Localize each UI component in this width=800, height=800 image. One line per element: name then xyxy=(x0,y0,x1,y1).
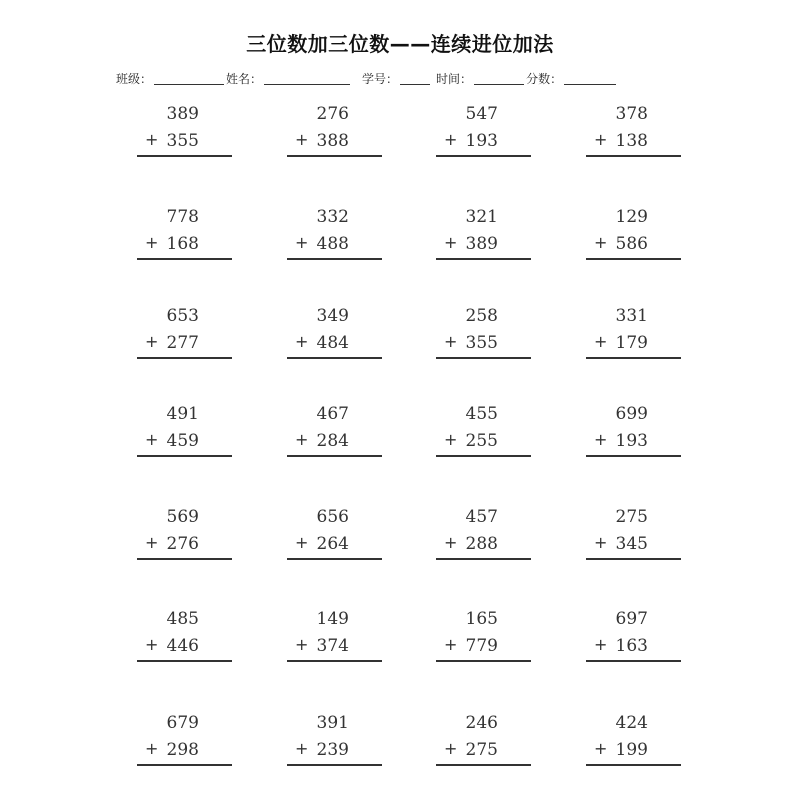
answer-line[interactable] xyxy=(287,155,382,157)
addend: 193 xyxy=(465,131,498,151)
addition-problem xyxy=(287,104,383,164)
answer-line[interactable] xyxy=(436,258,531,260)
addition-problem xyxy=(586,104,682,164)
plus-sign: + xyxy=(444,739,458,758)
plus-sign: + xyxy=(145,635,159,654)
time-blank[interactable] xyxy=(474,72,524,85)
addend: 199 xyxy=(615,740,648,760)
addend: 276 xyxy=(166,534,199,554)
answer-line[interactable] xyxy=(137,258,232,260)
answer-line[interactable] xyxy=(137,764,232,766)
addition-problem xyxy=(436,404,532,464)
answer-line[interactable] xyxy=(436,357,531,359)
class-label: 班级： xyxy=(116,72,153,86)
addition-problem xyxy=(137,306,233,366)
addend: 484 xyxy=(316,333,349,353)
answer-line[interactable] xyxy=(436,558,531,560)
plus-sign: + xyxy=(594,533,608,552)
answer-line[interactable] xyxy=(586,455,681,457)
answer-line[interactable] xyxy=(586,558,681,560)
answer-line[interactable] xyxy=(586,155,681,157)
answer-line[interactable] xyxy=(436,660,531,662)
addition-problem xyxy=(137,713,233,773)
augend: 276 xyxy=(316,104,349,124)
class-field xyxy=(116,70,226,87)
addend: 374 xyxy=(316,636,349,656)
answer-line[interactable] xyxy=(586,660,681,662)
augend: 547 xyxy=(465,104,498,124)
addend: 255 xyxy=(465,431,498,451)
augend: 656 xyxy=(316,507,349,527)
addend: 345 xyxy=(615,534,648,554)
addition-problem xyxy=(287,306,383,366)
answer-line[interactable] xyxy=(586,764,681,766)
plus-sign: + xyxy=(594,233,608,252)
plus-sign: + xyxy=(145,430,159,449)
addition-problem xyxy=(436,207,532,267)
addition-problem xyxy=(586,507,682,567)
addend: 779 xyxy=(465,636,498,656)
student-id-field xyxy=(362,70,436,87)
augend: 275 xyxy=(615,507,648,527)
addend: 264 xyxy=(316,534,349,554)
student-id-label: 学号： xyxy=(362,72,399,86)
plus-sign: + xyxy=(444,635,458,654)
augend: 391 xyxy=(316,713,349,733)
score-blank[interactable] xyxy=(564,72,616,85)
answer-line[interactable] xyxy=(287,558,382,560)
augend: 149 xyxy=(316,609,349,629)
augend: 332 xyxy=(316,207,349,227)
addend: 355 xyxy=(166,131,199,151)
plus-sign: + xyxy=(594,130,608,149)
worksheet-title: 三位数加三位数——连续进位加法 xyxy=(246,32,554,56)
name-blank[interactable] xyxy=(264,72,350,85)
plus-sign: + xyxy=(444,430,458,449)
answer-line[interactable] xyxy=(137,455,232,457)
addend: 586 xyxy=(615,234,648,254)
plus-sign: + xyxy=(444,130,458,149)
time-field xyxy=(436,70,526,87)
augend: 321 xyxy=(465,207,498,227)
addend: 138 xyxy=(615,131,648,151)
addition-problem xyxy=(586,609,682,669)
addend: 446 xyxy=(166,636,199,656)
augend: 258 xyxy=(465,306,498,326)
augend: 455 xyxy=(465,404,498,424)
addend: 389 xyxy=(465,234,498,254)
addend: 163 xyxy=(615,636,648,656)
addition-problem xyxy=(137,609,233,669)
addition-problem xyxy=(287,207,383,267)
augend: 349 xyxy=(316,306,349,326)
augend: 331 xyxy=(615,306,648,326)
addend: 355 xyxy=(465,333,498,353)
plus-sign: + xyxy=(145,233,159,252)
answer-line[interactable] xyxy=(287,258,382,260)
addend: 193 xyxy=(615,431,648,451)
augend: 378 xyxy=(615,104,648,124)
plus-sign: + xyxy=(295,332,309,351)
addend: 488 xyxy=(316,234,349,254)
augend: 778 xyxy=(166,207,199,227)
name-field xyxy=(226,70,362,87)
addend: 179 xyxy=(615,333,648,353)
augend: 467 xyxy=(316,404,349,424)
answer-line[interactable] xyxy=(436,155,531,157)
addition-problem xyxy=(287,609,383,669)
class-blank[interactable] xyxy=(154,72,224,85)
addition-problem xyxy=(287,507,383,567)
addition-problem xyxy=(137,404,233,464)
plus-sign: + xyxy=(594,739,608,758)
plus-sign: + xyxy=(444,332,458,351)
addition-problem xyxy=(287,404,383,464)
augend: 679 xyxy=(166,713,199,733)
augend: 569 xyxy=(166,507,199,527)
addition-problem xyxy=(287,713,383,773)
addend: 298 xyxy=(166,740,199,760)
addend: 288 xyxy=(465,534,498,554)
answer-line[interactable] xyxy=(137,357,232,359)
addition-problem xyxy=(586,207,682,267)
plus-sign: + xyxy=(145,130,159,149)
answer-line[interactable] xyxy=(287,455,382,457)
addition-problem xyxy=(137,104,233,164)
plus-sign: + xyxy=(594,332,608,351)
plus-sign: + xyxy=(145,533,159,552)
name-label: 姓名： xyxy=(226,72,263,86)
addend: 459 xyxy=(166,431,199,451)
answer-line[interactable] xyxy=(586,357,681,359)
plus-sign: + xyxy=(444,533,458,552)
augend: 457 xyxy=(465,507,498,527)
addition-problem xyxy=(436,713,532,773)
addition-problem xyxy=(586,713,682,773)
addition-problem xyxy=(586,306,682,366)
addend: 284 xyxy=(316,431,349,451)
addition-problem xyxy=(436,306,532,366)
addend: 388 xyxy=(316,131,349,151)
augend: 389 xyxy=(166,104,199,124)
augend: 491 xyxy=(166,404,199,424)
addend: 277 xyxy=(166,333,199,353)
plus-sign: + xyxy=(594,430,608,449)
plus-sign: + xyxy=(295,130,309,149)
addition-problem xyxy=(436,609,532,669)
plus-sign: + xyxy=(295,430,309,449)
addition-problem xyxy=(137,507,233,567)
answer-line[interactable] xyxy=(436,764,531,766)
answer-line[interactable] xyxy=(137,660,232,662)
answer-line[interactable] xyxy=(137,558,232,560)
plus-sign: + xyxy=(295,233,309,252)
addition-problem xyxy=(586,404,682,464)
answer-line[interactable] xyxy=(287,764,382,766)
augend: 699 xyxy=(615,404,648,424)
score-field xyxy=(526,70,618,87)
score-label: 分数： xyxy=(526,72,563,86)
addition-problem xyxy=(436,104,532,164)
augend: 485 xyxy=(166,609,199,629)
plus-sign: + xyxy=(594,635,608,654)
answer-line[interactable] xyxy=(436,455,531,457)
student-id-blank[interactable] xyxy=(400,72,430,85)
addend: 239 xyxy=(316,740,349,760)
addition-problem xyxy=(436,507,532,567)
augend: 129 xyxy=(615,207,648,227)
plus-sign: + xyxy=(145,332,159,351)
augend: 653 xyxy=(166,306,199,326)
answer-line[interactable] xyxy=(287,660,382,662)
plus-sign: + xyxy=(145,739,159,758)
plus-sign: + xyxy=(295,739,309,758)
plus-sign: + xyxy=(295,533,309,552)
addend: 275 xyxy=(465,740,498,760)
plus-sign: + xyxy=(295,635,309,654)
student-info-row xyxy=(116,70,618,87)
augend: 165 xyxy=(465,609,498,629)
augend: 246 xyxy=(465,713,498,733)
answer-line[interactable] xyxy=(287,357,382,359)
augend: 424 xyxy=(615,713,648,733)
answer-line[interactable] xyxy=(586,258,681,260)
answer-line[interactable] xyxy=(137,155,232,157)
addition-problem xyxy=(137,207,233,267)
plus-sign: + xyxy=(444,233,458,252)
augend: 697 xyxy=(615,609,648,629)
addend: 168 xyxy=(166,234,199,254)
time-label: 时间： xyxy=(436,72,473,86)
